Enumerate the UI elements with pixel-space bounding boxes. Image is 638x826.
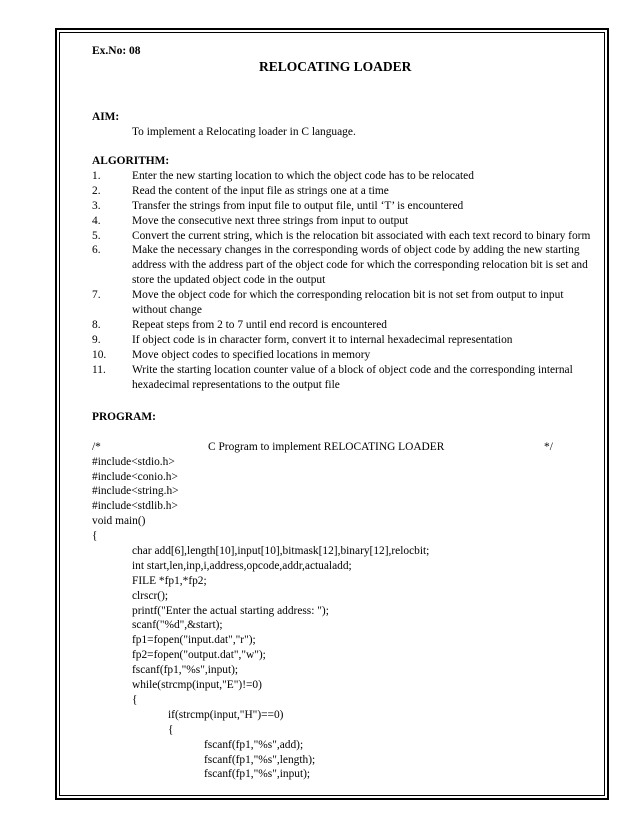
algorithm-step	[92, 184, 592, 199]
code-line: int start,len,inp,i,address,opcode,addr,actualadd;	[132, 559, 352, 572]
step-text: Move the object code for which the corresponding relocation bit is not set from output to input without change	[132, 289, 564, 317]
step-number: 1.	[92, 169, 101, 182]
page-title: RELOCATING LOADER	[259, 59, 412, 74]
step-number: 4.	[92, 214, 101, 227]
code-line: while(strcmp(input,"E")!=0)	[132, 679, 262, 692]
aim-text: To implement a Relocating loader in C language.	[132, 125, 356, 138]
aim-section	[92, 110, 592, 140]
code-line: #include<string.h>	[92, 485, 179, 498]
code-line: #include<stdio.h>	[92, 455, 175, 468]
step-text: Enter the new starting location to which the object code has to be relocated	[132, 169, 474, 182]
comment-open: /*	[92, 440, 101, 453]
code-line: char add[6],length[10],input[10],bitmask[12],binary[12],relocbit;	[132, 545, 430, 558]
code-line: if(strcmp(input,"H")==0)	[168, 708, 284, 721]
step-text: Repeat steps from 2 to 7 until end record is encountered	[132, 318, 387, 331]
code-line: fscanf(fp1,"%s",input);	[132, 664, 239, 677]
algorithm-step	[92, 229, 592, 244]
code-line: clrscr();	[132, 589, 169, 602]
code-line: fp2=fopen("output.dat","w");	[132, 649, 266, 662]
code-line: FILE *fp1,*fp2;	[132, 574, 207, 587]
algorithm-step	[92, 348, 592, 363]
code-line: fscanf(fp1,"%s",add);	[204, 738, 304, 751]
algorithm-step	[92, 243, 592, 288]
code-line: fscanf(fp1,"%s",input);	[204, 768, 311, 781]
spacer	[92, 425, 592, 440]
step-text: Convert the current string, which is the relocation bit associated with each text record to binary form	[132, 229, 591, 242]
algorithm-step	[92, 288, 592, 318]
algorithm-step	[92, 363, 592, 393]
step-text: If object code is in character form, convert it to internal hexadecimal representation	[132, 333, 513, 346]
algorithm-step	[92, 169, 592, 184]
code-line: fscanf(fp1,"%s",length);	[204, 753, 316, 766]
code-line: {	[168, 723, 174, 736]
algorithm-step	[92, 318, 592, 333]
code-line: #include<conio.h>	[92, 470, 178, 483]
algorithm-step	[92, 199, 592, 214]
code-line: void main()	[92, 515, 146, 528]
step-text: Write the starting location counter value of a block of object code and the corresponding internal hexadecimal representations to the output file	[132, 363, 573, 391]
step-text: Move object codes to specified locations in memory	[132, 348, 371, 361]
step-number: 9.	[92, 333, 101, 346]
code-line: {	[92, 530, 98, 543]
comment-text: C Program to implement RELOCATING LOADER	[208, 440, 445, 453]
step-text: Read the content of the input file as strings one at a time	[132, 184, 389, 197]
step-number: 7.	[92, 289, 101, 302]
step-number: 6.	[92, 244, 101, 257]
code-line: printf("Enter the actual starting address: ");	[132, 604, 329, 617]
step-number: 11.	[92, 363, 106, 376]
aim-heading: AIM:	[92, 111, 120, 123]
code-line: fp1=fopen("input.dat","r");	[132, 634, 256, 647]
algorithm-section	[92, 154, 592, 393]
step-number: 8.	[92, 318, 101, 331]
code-listing	[92, 455, 592, 783]
exercise-number: Ex.No: 08	[92, 45, 141, 57]
code-line: #include<stdlib.h>	[92, 500, 178, 513]
program-section	[92, 410, 592, 782]
code-line: {	[132, 693, 138, 706]
step-number: 2.	[92, 184, 101, 197]
algorithm-steps	[92, 169, 592, 393]
code-comment	[92, 440, 592, 455]
step-number: 5.	[92, 229, 101, 242]
algorithm-heading: ALGORITHM:	[92, 155, 170, 167]
algorithm-step	[92, 333, 592, 348]
code-line: scanf("%d",&start);	[132, 619, 223, 632]
step-text: Make the necessary changes in the corresponding words of object code by adding the new starting address with the address part of the object code for which the corresponding relocation bit is set and store the updated object code in the output	[132, 244, 588, 287]
step-number: 3.	[92, 199, 101, 212]
program-heading: PROGRAM:	[92, 411, 156, 423]
step-text: Transfer the strings from input file to output file, until ‘T’ is encountered	[132, 199, 464, 212]
comment-close: */	[544, 440, 553, 453]
step-text: Move the consecutive next three strings from input to output	[132, 214, 409, 227]
algorithm-step	[92, 214, 592, 229]
step-number: 10.	[92, 348, 107, 361]
